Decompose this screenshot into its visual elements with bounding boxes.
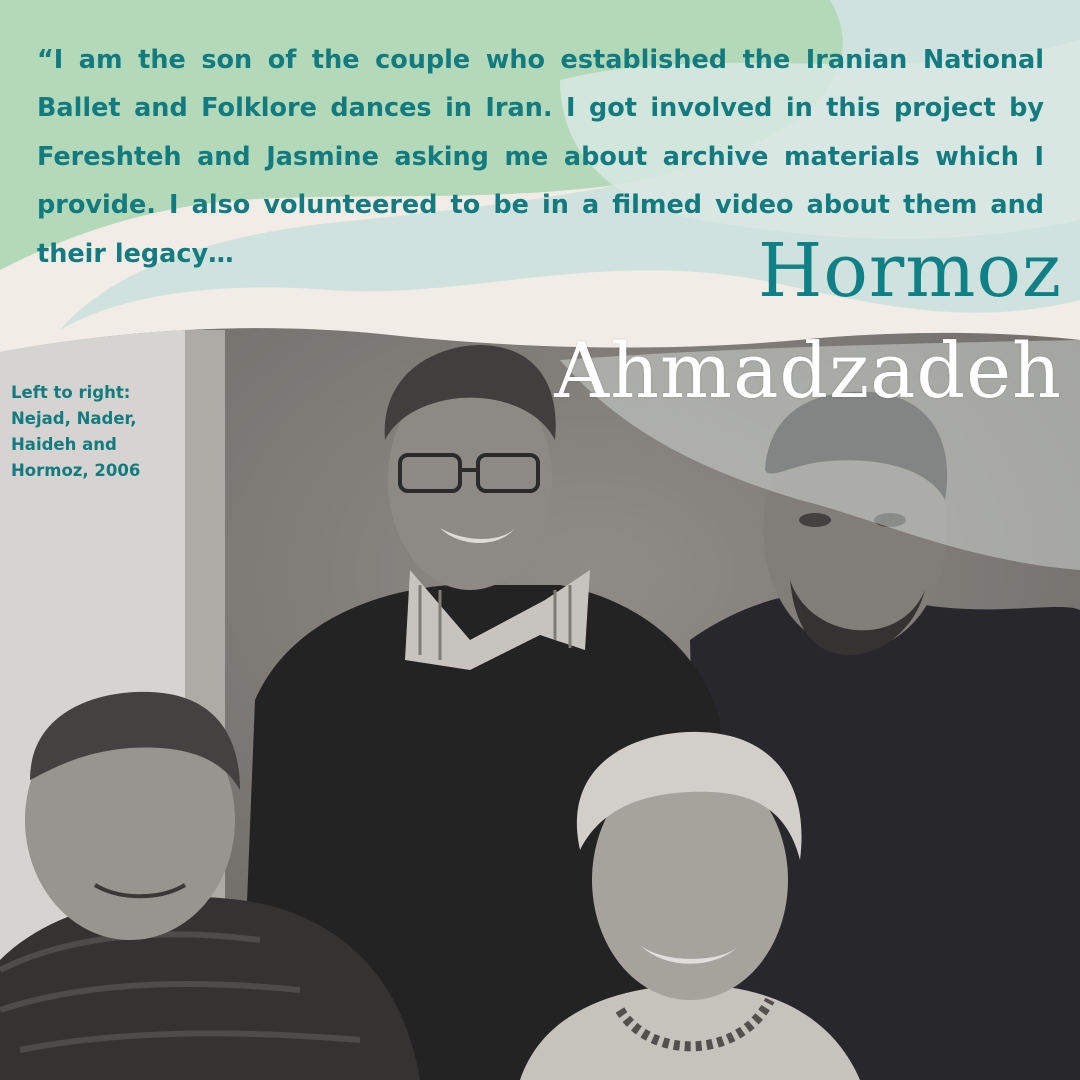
name-last: Ahmadzadeh — [554, 326, 1062, 415]
name-first: Hormoz — [757, 228, 1062, 314]
caption-line: Nejad, Nader, — [11, 409, 137, 428]
caption-line: Hormoz, 2006 — [11, 461, 141, 480]
caption-line: Haideh and — [11, 435, 117, 454]
caption-line: Left to right: — [11, 383, 131, 402]
photo-caption — [11, 380, 186, 484]
quote-text: “I am the son of the couple who established the Iranian National Ballet and Folklore dances in Iran. I got involved in this project by Fereshteh and Jasmine asking me about archive materials which I provide. I also volunteered to be in a filmed video about them and their legacy… — [37, 45, 1044, 269]
